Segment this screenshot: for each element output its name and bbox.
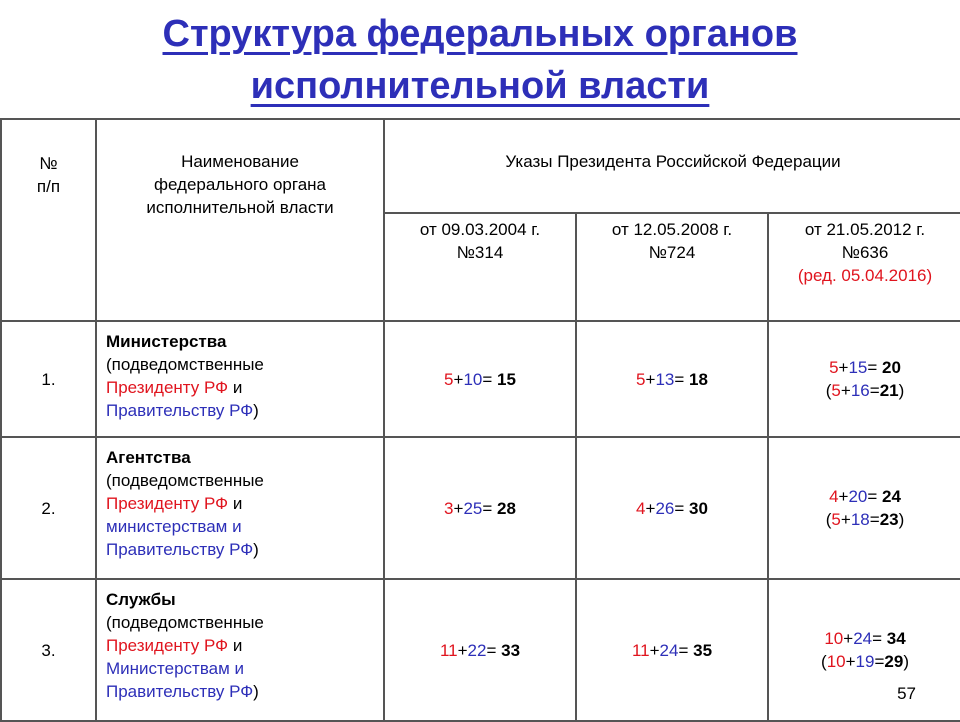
value-sum: 21 xyxy=(879,381,899,400)
value-sum: 29 xyxy=(884,652,904,671)
close-paren: ) xyxy=(253,401,259,420)
value-part: 16 xyxy=(850,381,870,400)
and-text: и xyxy=(228,636,243,655)
value-part: 11 xyxy=(631,640,650,660)
value-part: 4 xyxy=(829,487,839,506)
row-name xyxy=(96,437,384,579)
row-title: Министерства xyxy=(106,332,227,351)
header-decree-2012 xyxy=(768,213,960,321)
decree-2008-number: №724 xyxy=(648,243,696,262)
decree-2012-number: №636 xyxy=(841,243,889,262)
government-text: Правительству РФ xyxy=(106,401,254,420)
value-sum: 33 xyxy=(501,640,521,660)
row-name xyxy=(96,321,384,437)
table-row xyxy=(1,437,960,579)
row-desc-line: (подведомственные xyxy=(106,355,264,374)
president-text: Президенту РФ xyxy=(106,636,229,655)
row-number: 3. xyxy=(1,579,96,721)
row-desc-line xyxy=(106,680,383,703)
government-text: Правительству РФ xyxy=(106,682,254,701)
ministries-text: Министерствам и xyxy=(106,659,245,678)
value-part: 5 xyxy=(829,358,839,377)
value-part: 10 xyxy=(826,652,846,671)
row-desc-line xyxy=(106,399,383,422)
header-decree-2008 xyxy=(576,213,768,321)
row-number: 1. xyxy=(1,321,96,437)
header-name-line-1: Наименование xyxy=(181,152,299,171)
value-2012: 4+20= 24 (5+18=23) xyxy=(768,437,960,579)
row-desc-line: (подведомственные xyxy=(106,471,264,490)
value-2008: 4+26= 30 xyxy=(576,437,768,579)
value-2004: 5+10= 15 xyxy=(384,321,576,437)
value-sum: 18 xyxy=(689,369,708,389)
value-part: 10 xyxy=(463,369,483,389)
decree-2004-date: от 09.03.2004 г. xyxy=(419,220,541,239)
value-sum: 30 xyxy=(689,498,708,518)
header-number xyxy=(1,119,96,321)
structure-table xyxy=(0,118,960,722)
value-2008: 11+24= 35 xyxy=(576,579,768,721)
title-line-2: исполнительной власти xyxy=(250,65,710,107)
president-text: Президенту РФ xyxy=(106,378,229,397)
header-number-pp: п/п xyxy=(36,177,61,196)
value-sum: 34 xyxy=(886,629,906,648)
decree-2008-date: от 12.05.2008 г. xyxy=(611,220,733,239)
value-part: 22 xyxy=(467,640,487,660)
value-part: 24 xyxy=(853,629,873,648)
decree-2012-edition: (ред. 05.04.2016) xyxy=(797,266,933,285)
value-part: 11 xyxy=(439,640,458,660)
value-part: 24 xyxy=(659,640,679,660)
and-text: и xyxy=(228,494,243,513)
decree-2004-number: №314 xyxy=(456,243,504,262)
value-2008: 5+13= 18 xyxy=(576,321,768,437)
value-part: 19 xyxy=(855,652,875,671)
president-text: Президенту РФ xyxy=(106,494,229,513)
value-part: 20 xyxy=(848,487,868,506)
value-sum: 15 xyxy=(497,369,516,389)
row-desc-line xyxy=(106,538,383,561)
row-name xyxy=(96,579,384,721)
header-row-1 xyxy=(1,119,960,213)
value-part: 5 xyxy=(831,510,841,529)
row-number: 2. xyxy=(1,437,96,579)
row-desc-line xyxy=(106,634,383,657)
value-2004: 3+25= 28 xyxy=(384,437,576,579)
value-part: 13 xyxy=(655,369,675,389)
ministries-text: министерствам и xyxy=(106,517,242,536)
value-2012: 5+15= 20 (5+16=21) xyxy=(768,321,960,437)
value-sum: 35 xyxy=(693,640,713,660)
value-part: 25 xyxy=(463,498,483,518)
value-part: 10 xyxy=(824,629,844,648)
value-2012: 10+24= 34 (10+19=29) xyxy=(768,579,960,721)
value-part: 3 xyxy=(444,498,454,518)
value-2004: 11+22= 33 xyxy=(384,579,576,721)
page-number: 57 xyxy=(897,684,916,703)
page-title xyxy=(0,8,960,112)
value-part: 26 xyxy=(655,498,675,518)
row-desc-line xyxy=(106,492,383,515)
header-name xyxy=(96,119,384,321)
value-sum: 23 xyxy=(879,510,899,529)
row-desc-line xyxy=(106,376,383,399)
value-part: 5 xyxy=(444,369,454,389)
table-row xyxy=(1,321,960,437)
row-title: Службы xyxy=(106,590,176,609)
and-text: и xyxy=(228,378,243,397)
value-sum: 20 xyxy=(882,358,901,377)
close-paren: ) xyxy=(253,682,259,701)
row-title: Агентства xyxy=(106,448,191,467)
value-part: 18 xyxy=(850,510,870,529)
value-part: 5 xyxy=(636,369,646,389)
value-sum: 28 xyxy=(497,498,516,518)
header-name-line-3: исполнительной власти xyxy=(146,198,334,217)
value-part: 4 xyxy=(636,498,646,518)
header-name-line-2: федерального органа xyxy=(153,175,326,194)
title-line-1: Структура федеральных органов xyxy=(162,13,798,55)
header-decrees: Указы Президента Российской Федерации xyxy=(384,119,960,213)
government-text: Правительству РФ xyxy=(106,540,254,559)
row-desc-line: (подведомственные xyxy=(106,613,264,632)
header-decree-2004 xyxy=(384,213,576,321)
header-number-sign: № xyxy=(39,154,58,173)
value-sum: 24 xyxy=(882,487,901,506)
value-part: 15 xyxy=(848,358,868,377)
close-paren: ) xyxy=(253,540,259,559)
decree-2012-date: от 21.05.2012 г. xyxy=(804,220,926,239)
table-row xyxy=(1,579,960,721)
value-part: 5 xyxy=(831,381,841,400)
